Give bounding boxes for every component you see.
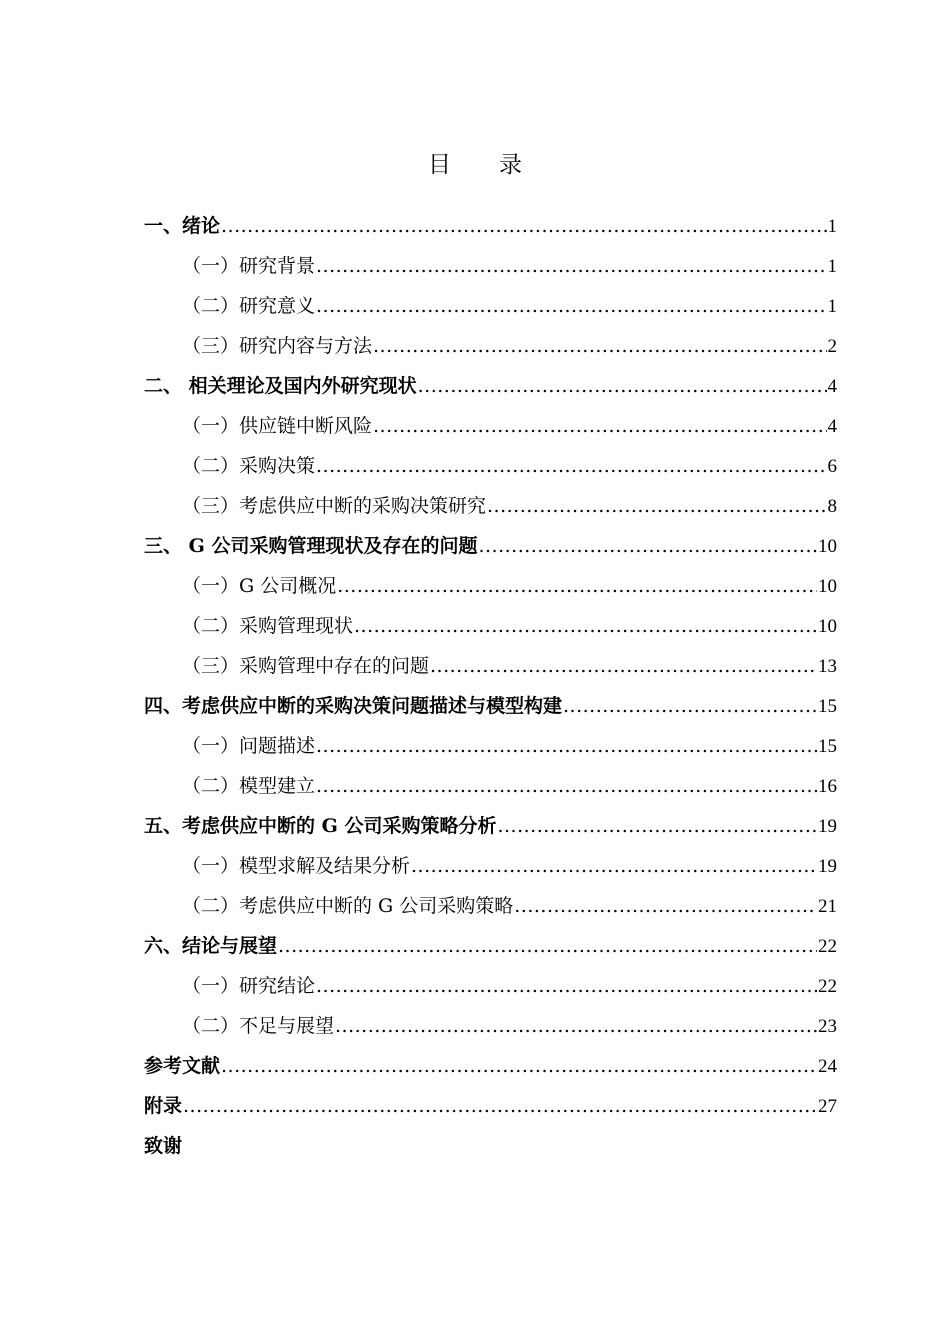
toc-dot-leader bbox=[478, 526, 817, 566]
toc-dot-leader bbox=[183, 1086, 817, 1126]
toc-entry-title: （一）G 公司概况 bbox=[182, 575, 337, 597]
toc-dot-leader bbox=[316, 286, 826, 326]
toc-chapter-entry[interactable] bbox=[144, 806, 837, 846]
toc-entry-title: （一）供应链中断风险 bbox=[182, 415, 373, 437]
toc-dot-leader bbox=[373, 406, 826, 446]
toc-dot-leader bbox=[563, 686, 817, 726]
toc-section-entry[interactable] bbox=[144, 246, 837, 286]
toc-entry-title: （一）研究背景 bbox=[182, 255, 316, 277]
toc-chapter-entry[interactable] bbox=[144, 206, 837, 246]
toc-dot-leader bbox=[335, 1006, 817, 1046]
toc-section-entry[interactable] bbox=[144, 846, 837, 886]
toc-dot-leader bbox=[316, 966, 817, 1006]
toc-dot-leader bbox=[418, 366, 827, 406]
toc-section-entry[interactable] bbox=[144, 486, 837, 526]
toc-chapter-entry[interactable] bbox=[144, 1046, 837, 1086]
toc-dot-leader bbox=[354, 606, 817, 646]
toc-entry-title: （二）不足与展望 bbox=[182, 1015, 335, 1037]
toc-page-number: 8 bbox=[827, 496, 837, 517]
toc-page-number: 10 bbox=[818, 616, 837, 637]
toc-entry-title: （三）采购管理中存在的问题 bbox=[182, 655, 430, 677]
toc-entry-title: 二、 相关理论及国内外研究现状 bbox=[144, 375, 417, 397]
toc-dot-leader bbox=[221, 1046, 817, 1086]
toc-page-number: 2 bbox=[827, 336, 837, 357]
toc-entry-title: （二）采购管理现状 bbox=[182, 615, 354, 637]
toc-page-number: 24 bbox=[818, 1056, 837, 1077]
toc-section-entry[interactable] bbox=[144, 406, 837, 446]
toc-entry-title: 四、考虑供应中断的采购决策问题描述与模型构建 bbox=[144, 695, 563, 717]
toc-entry-title: 附录 bbox=[144, 1095, 183, 1117]
toc-page-number: 15 bbox=[818, 736, 837, 757]
toc-page-number: 15 bbox=[818, 696, 837, 717]
toc-page-number: 22 bbox=[818, 936, 837, 957]
toc-page-number: 23 bbox=[818, 1016, 837, 1037]
toc-section-entry[interactable] bbox=[144, 566, 837, 606]
toc-entry-title: 一、绪论 bbox=[144, 215, 221, 237]
toc-entry-title: （二）模型建立 bbox=[182, 775, 316, 797]
toc-page-number: 27 bbox=[818, 1096, 837, 1117]
toc-page-number: 10 bbox=[818, 576, 837, 597]
toc-entry-title: 五、考虑供应中断的 G 公司采购策略分析 bbox=[144, 815, 497, 837]
toc-entry-title: 三、 G 公司采购管理现状及存在的问题 bbox=[144, 535, 478, 557]
toc-page-number: 1 bbox=[827, 256, 837, 277]
toc-dot-leader bbox=[316, 766, 817, 806]
toc-dot-leader bbox=[337, 566, 817, 606]
toc-entry-title: （一）问题描述 bbox=[182, 735, 316, 757]
toc-title-char-2: 录 bbox=[499, 152, 522, 178]
toc-dot-leader bbox=[316, 446, 826, 486]
toc-entry-title: （二）考虑供应中断的 G 公司采购策略 bbox=[182, 895, 514, 917]
toc-section-entry[interactable] bbox=[144, 1006, 837, 1046]
toc-entry-title: （三）研究内容与方法 bbox=[182, 335, 373, 357]
toc-page-number: 22 bbox=[818, 976, 837, 997]
toc-page-number: 19 bbox=[818, 816, 837, 837]
toc-section-entry[interactable] bbox=[144, 606, 837, 646]
toc-section-entry[interactable] bbox=[144, 886, 837, 926]
toc-entry-title: （一）模型求解及结果分析 bbox=[182, 855, 411, 877]
toc-section-entry[interactable] bbox=[144, 446, 837, 486]
toc-page-number: 4 bbox=[827, 376, 837, 397]
toc-page-number: 16 bbox=[818, 776, 837, 797]
toc-entry-title: （一）研究结论 bbox=[182, 975, 316, 997]
toc-dot-leader bbox=[221, 206, 826, 246]
toc-chapter-entry[interactable] bbox=[144, 366, 837, 406]
toc-page-number: 21 bbox=[818, 896, 837, 917]
toc-chapter-entry[interactable] bbox=[144, 1086, 837, 1126]
toc-entry-title: （二）研究意义 bbox=[182, 295, 316, 317]
toc-chapter-entry[interactable] bbox=[144, 926, 837, 966]
toc-entry-title: （二）采购决策 bbox=[182, 455, 316, 477]
toc-page-number: 4 bbox=[827, 416, 837, 437]
toc-page-number: 1 bbox=[827, 216, 837, 237]
toc-dot-leader bbox=[514, 886, 817, 926]
toc-chapter-entry[interactable] bbox=[144, 686, 837, 726]
toc-section-entry[interactable] bbox=[144, 326, 837, 366]
toc-dot-leader bbox=[487, 486, 826, 526]
toc-section-entry[interactable] bbox=[144, 966, 837, 1006]
toc-list bbox=[144, 206, 837, 1166]
toc-title bbox=[0, 146, 950, 179]
toc-dot-leader bbox=[373, 326, 826, 366]
toc-page-number: 19 bbox=[818, 856, 837, 877]
toc-entry-title: 致谢 bbox=[144, 1135, 183, 1157]
toc-title-char-1: 目 bbox=[428, 152, 451, 178]
toc-dot-leader bbox=[316, 246, 826, 286]
toc-chapter-entry[interactable] bbox=[144, 1126, 837, 1166]
toc-page-number: 6 bbox=[827, 456, 837, 477]
toc-dot-leader bbox=[411, 846, 817, 886]
toc-section-entry[interactable] bbox=[144, 286, 837, 326]
toc-section-entry[interactable] bbox=[144, 726, 837, 766]
toc-section-entry[interactable] bbox=[144, 646, 837, 686]
toc-dot-leader bbox=[316, 726, 817, 766]
toc-dot-leader bbox=[497, 806, 817, 846]
toc-entry-title: （三）考虑供应中断的采购决策研究 bbox=[182, 495, 487, 517]
toc-entry-title: 六、结论与展望 bbox=[144, 935, 278, 957]
toc-dot-leader bbox=[278, 926, 817, 966]
toc-entry-title: 参考文献 bbox=[144, 1055, 221, 1077]
toc-page-number: 1 bbox=[827, 296, 837, 317]
toc-page-number: 10 bbox=[818, 536, 837, 557]
toc-section-entry[interactable] bbox=[144, 766, 837, 806]
toc-dot-leader bbox=[430, 646, 817, 686]
toc-chapter-entry[interactable] bbox=[144, 526, 837, 566]
toc-page-number: 13 bbox=[818, 656, 837, 677]
